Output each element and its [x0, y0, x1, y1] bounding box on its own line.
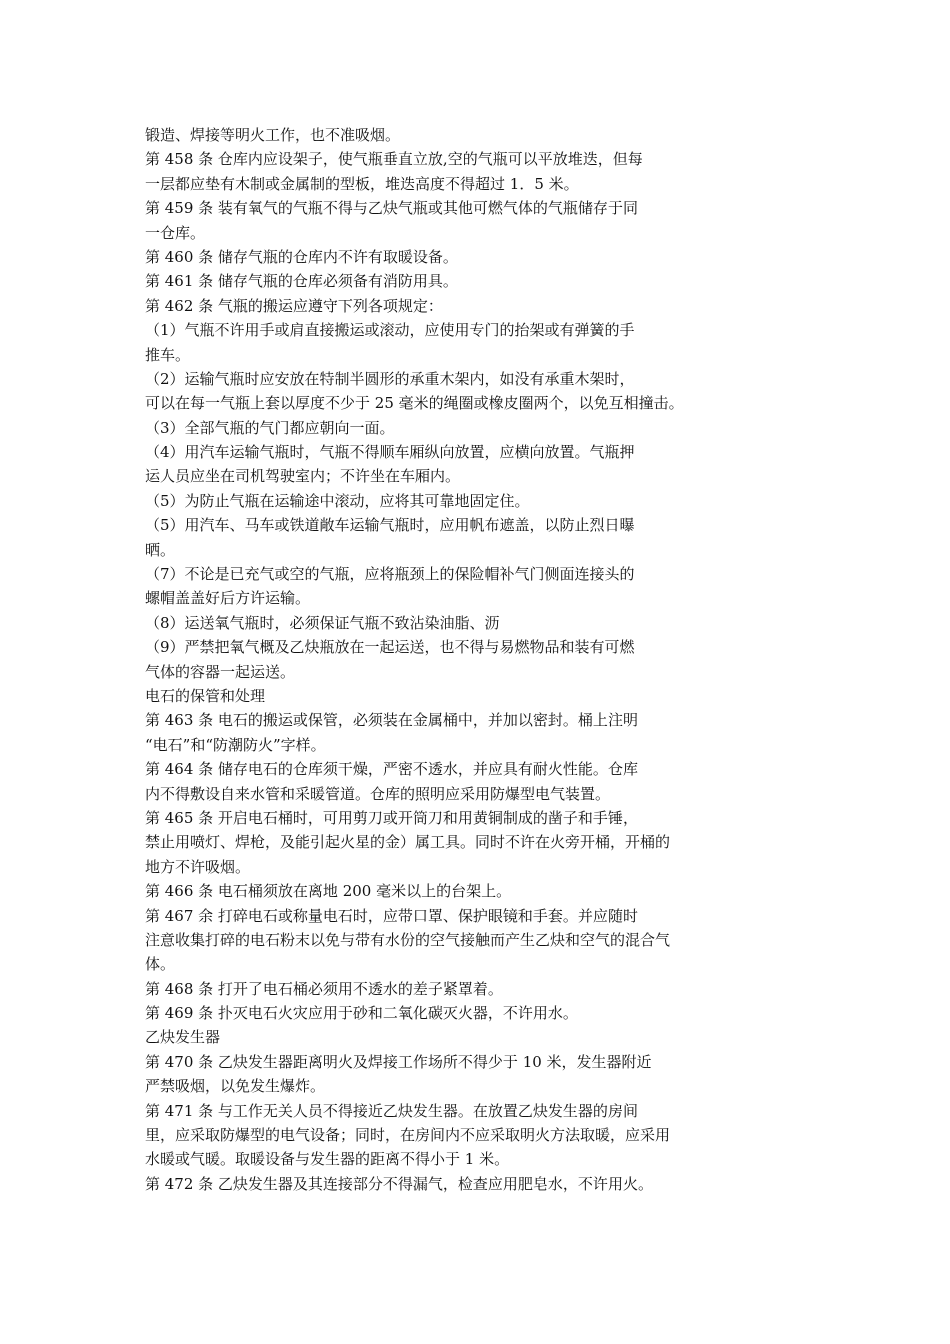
text-line: 第 467 余 打碎电石或称量电石时，应带口罩、保护眼镜和手套。并应随时 [145, 906, 638, 925]
text-line: “电石”和“防潮防火”字样。 [145, 735, 326, 754]
text-line: 地方不许吸烟。 [145, 857, 251, 876]
text-line: 注意收集打碎的电石粉末以免与带有水份的空气接触而产生乙炔和空气的混合气 [145, 930, 671, 949]
text-line: 第 468 条 打开了电石桶必须用不透水的差子紧罩着。 [145, 979, 503, 998]
text-line: 里，应采取防爆型的电气设备；同时，在房间内不应采取明火方法取暖，应采用 [145, 1126, 671, 1145]
text-line: 一层都应垫有木制或金属制的型板，堆迭高度不得超过 1．5 米。 [145, 174, 579, 193]
text-line: （5）用汽车、马车或铁道敞车运输气瓶时，应用帆布遮盖，以防止烈日曝 [145, 516, 635, 535]
text-line: 第 470 条 乙炔发生器距离明火及焊接工作场所不得少于 10 米，发生器附近 [145, 1052, 652, 1071]
text-line: 第 464 条 储存电石的仓库须干燥，严密不透水，并应具有耐火性能。仓库 [145, 760, 638, 779]
text-line: 第 469 条 扑灭电石火灾应用于砂和二氧化碳灭火器，不许用水。 [145, 1004, 578, 1023]
text-line: 可以在每一气瓶上套以厚度不少于 25 毫米的绳圈或橡皮圈两个，以免互相撞击。 [145, 394, 684, 413]
text-line: （9）严禁把氧气概及乙炔瓶放在一起运送，也不得与易燃物品和装有可燃 [145, 638, 635, 657]
text-line: 第 465 条 开启电石桶时，可用剪刀或开筒刀和用黄铜制成的凿子和手锤， [145, 808, 638, 827]
text-line: 螺帽盖盖好后方许运输。 [145, 589, 311, 608]
text-line: 第 458 条 仓库内应设架子，使气瓶垂直立放,空的气瓶可以平放堆迭，但每 [145, 150, 643, 169]
text-line: 晒。 [145, 540, 176, 559]
text-line: （2）运输气瓶时应安放在特制半圆形的承重木架内，如没有承重木架时， [145, 369, 635, 388]
document-body [145, 123, 745, 1196]
section-heading: 乙炔发生器 [145, 1028, 221, 1047]
text-line: （1）气瓶不许用手或肩直接搬运或滚动，应使用专门的抬架或有弹簧的手 [145, 321, 635, 340]
text-line: 第 471 条 与工作无关人员不得接近乙炔发生器。在放置乙炔发生器的房间 [145, 1101, 638, 1120]
text-line: 体。 [145, 955, 176, 974]
text-line: （3）全部气瓶的气门都应朝向一面。 [145, 418, 395, 437]
text-line: 严禁吸烟，以免发生爆炸。 [145, 1077, 326, 1096]
text-line: 禁止用喷灯、焊枪，及能引起火星的金）属工具。同时不许在火旁开桶，开桶的 [145, 833, 671, 852]
text-line: （4）用汽车运输气瓶时，气瓶不得顺车厢纵向放置，应横向放置。气瓶押 [145, 443, 635, 462]
text-line: 第 460 条 储存气瓶的仓库内不许有取暖设备。 [145, 247, 458, 266]
text-line: （5）为防止气瓶在运输途中滚动，应将其可靠地固定住。 [145, 491, 530, 510]
text-line: 推车。 [145, 345, 191, 364]
text-line: （8）运送氧气瓶时，必须保证气瓶不致沾染油脂、沥 [145, 613, 500, 632]
text-line: 第 462 条 气瓶的搬运应遵守下列各项规定： [145, 296, 443, 315]
text-line: （7）不论是已充气或空的气瓶，应将瓶颈上的保险帽补气门侧面连接头的 [145, 565, 635, 584]
text-line: 一仓库。 [145, 223, 206, 242]
text-line: 第 461 条 储存气瓶的仓库必须备有消防用具。 [145, 272, 458, 291]
text-line: 运人员应坐在司机驾驶室内；不许坐在车厢内。 [145, 467, 461, 486]
text-line: 锻造、焊接等明火工作，也不准吸烟。 [145, 126, 401, 144]
text-line: 第 459 条 装有氧气的气瓶不得与乙炔气瓶或其他可燃气体的气瓶储存于同 [145, 199, 638, 218]
text-line: 第 466 条 电石桶须放在离地 200 毫米以上的台架上。 [145, 882, 512, 901]
text-line: 第 463 条 电石的搬运或保管，必须装在金属桶中，并加以密封。桶上注明 [145, 711, 638, 730]
text-line: 第 472 条 乙炔发生器及其连接部分不得漏气，检查应用肥皂水，不许用火。 [145, 1174, 653, 1193]
text-line: 内不得敷设自来水管和采暖管道。仓库的照明应采用防爆型电气装置。 [145, 784, 611, 803]
text-line: 气体的容器一起运送。 [145, 662, 296, 681]
text-line: 水暖或气暖。取暖设备与发生器的距离不得小于 1 米。 [145, 1150, 510, 1169]
section-heading: 电石的保管和处理 [145, 686, 266, 705]
